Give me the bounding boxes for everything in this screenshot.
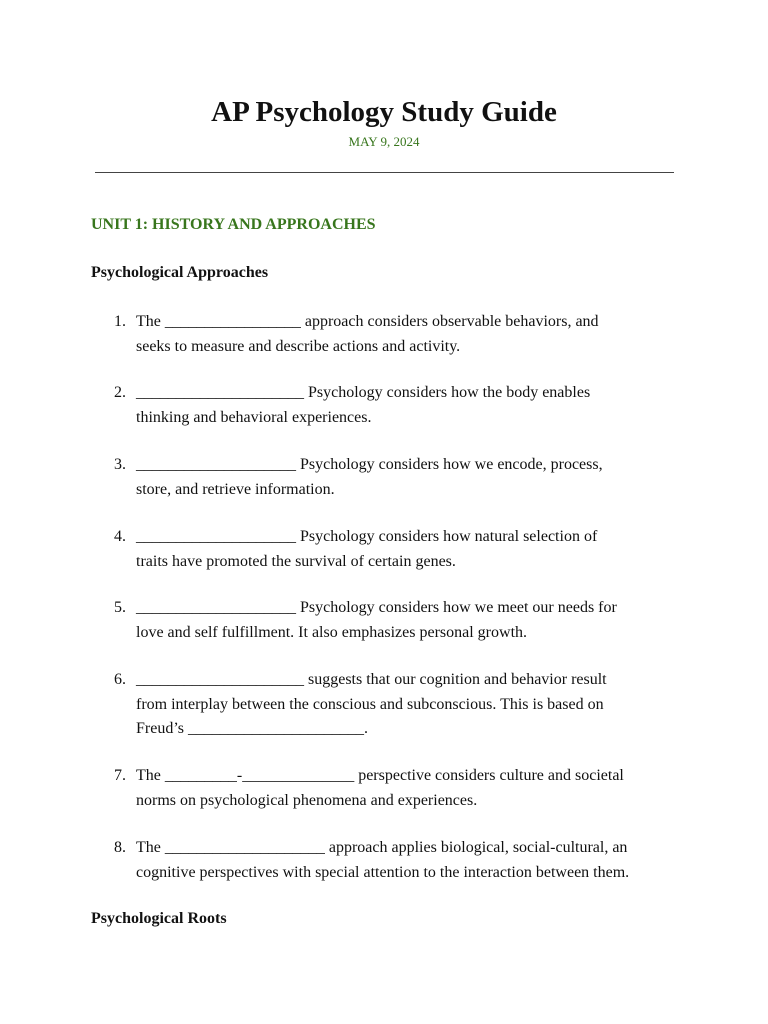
question-number: 7. xyxy=(114,767,126,784)
question-number: 2. xyxy=(114,384,126,401)
question-text: ____________________ Psychology considers how we encode, process, store, and retrieve information. xyxy=(136,456,603,498)
question-text: The _________________ approach considers observable behaviors, and seeks to measure and describe actions and activity. xyxy=(136,313,599,355)
question-number: 6. xyxy=(114,671,126,688)
question-text: The ____________________ approach applies biological, social-cultural, an cognitive perspectives with special attention to the interaction between them. xyxy=(136,839,630,881)
section-heading-approaches: Psychological Approaches xyxy=(91,264,269,281)
question-number: 8. xyxy=(114,839,126,856)
title-divider xyxy=(95,172,674,173)
unit-heading: UNIT 1: HISTORY AND APPROACHES xyxy=(91,216,376,233)
question-number: 5. xyxy=(114,599,126,616)
question-text: The _________-______________ perspective considers culture and societal norms on psychological phenomena and experiences. xyxy=(136,767,624,809)
question-text: _____________________ Psychology considers how the body enables thinking and behavioral experiences. xyxy=(136,384,591,426)
document-date: MAY 9, 2024 xyxy=(348,134,420,149)
question-text: ____________________ Psychology considers how natural selection of traits have promoted the survival of certain genes. xyxy=(136,528,598,570)
question-text: _____________________ suggests that our cognition and behavior result from interplay between the conscious and subconscious. This is based on Freud’s ______________________. xyxy=(136,671,607,737)
section-heading-roots: Psychological Roots xyxy=(91,910,227,927)
question-text: ____________________ Psychology considers how we meet our needs for love and self fulfillment. It also emphasizes personal growth. xyxy=(136,599,617,641)
document-title: AP Psychology Study Guide xyxy=(211,96,557,128)
question-number: 4. xyxy=(114,528,126,545)
question-number: 3. xyxy=(114,456,126,473)
question-number: 1. xyxy=(114,313,126,330)
